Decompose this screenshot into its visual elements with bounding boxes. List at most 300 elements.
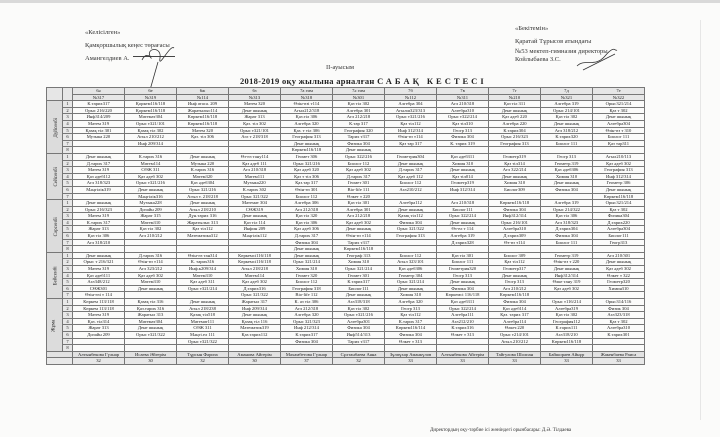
lesson-cell: Қаз әдеб311 xyxy=(437,153,489,160)
lesson-cell: Алгебра 220 xyxy=(489,120,541,127)
page-edge xyxy=(700,20,701,420)
lesson-cell: Биолог 112 xyxy=(281,279,333,286)
lesson-row xyxy=(47,193,645,200)
lesson-cell: СӨЖ319 xyxy=(229,206,281,213)
class-teacher-name: Байшораев Айнұр xyxy=(541,351,593,358)
lesson-cell xyxy=(125,345,177,352)
lesson-cell: Көркемсі116/118 xyxy=(229,259,281,266)
lesson-cell: Өз-ел т 114 xyxy=(437,226,489,233)
lesson-cell: Алгебра319 xyxy=(541,305,593,312)
corner-cell xyxy=(47,88,63,101)
lesson-cell: Геометр317 xyxy=(489,266,541,273)
lesson-cell: Биолог 112 xyxy=(385,180,437,187)
lesson-cell xyxy=(385,239,437,246)
lesson-cell: Д.тарих304 xyxy=(541,226,593,233)
lesson-cell: Орыс 321/216 xyxy=(281,160,333,167)
lesson-cell: Орыс 322/216 xyxy=(333,153,385,160)
signature-right-icon xyxy=(575,48,620,73)
lesson-cell: Биолог 111 xyxy=(541,239,593,246)
lesson-cell xyxy=(385,345,437,352)
lesson-cell: Матем 319 xyxy=(73,120,125,127)
lesson-cell xyxy=(489,147,541,154)
lesson-cell: Агыл212/318 xyxy=(281,107,333,114)
lesson-cell: Матем 319 xyxy=(73,312,125,319)
lesson-cell: Матем320 xyxy=(177,173,229,180)
lesson-cell: Дене шынық xyxy=(593,186,645,193)
class-teacher-name: Жакенбаева Раиса xyxy=(593,351,645,358)
lesson-cell xyxy=(177,147,229,154)
lesson-cell: Алгебра111 xyxy=(437,312,489,319)
lesson-cell: Алгебра 319 xyxy=(541,101,593,108)
class-name-header: 7г xyxy=(489,88,541,95)
lesson-cell xyxy=(541,246,593,253)
lesson-cell: Физика 304 xyxy=(489,299,541,306)
lesson-cell: Өз-өз т114 xyxy=(489,239,541,246)
lesson-cell: Д.тарих316 xyxy=(229,285,281,292)
weekly-hours: 33 xyxy=(489,358,541,365)
lesson-cell xyxy=(125,147,177,154)
lesson-row xyxy=(47,233,645,240)
hours-row-label xyxy=(47,358,73,365)
lesson-cell: Геометр319 xyxy=(437,180,489,187)
lesson-cell: Өлкет т 220 xyxy=(333,193,385,200)
lesson-row xyxy=(47,338,645,345)
lesson-cell: Биолог111 xyxy=(333,285,385,292)
lesson-cell: Қаз әдеб306 xyxy=(385,266,437,273)
lesson-cell: Қаз тіл112 xyxy=(489,259,541,266)
day-name: Сейсенбі xyxy=(53,167,59,187)
lesson-cell: Мәңгілік319 xyxy=(73,186,125,193)
lesson-cell: Алгебра 301 xyxy=(333,107,385,114)
lesson-cell: Дене шынық xyxy=(333,147,385,154)
lesson-cell: Орыс т321/101 xyxy=(229,127,281,134)
lesson-number: 7 xyxy=(63,239,73,246)
lesson-cell: Жарат 315 xyxy=(125,213,177,220)
lesson-cell: Агл 323/212 xyxy=(125,266,177,273)
lesson-number: 2 xyxy=(63,259,73,266)
lesson-cell: СӨЖ301 xyxy=(73,285,125,292)
lesson-cell: Жарат 313 xyxy=(229,114,281,121)
lesson-cell: Инф 209/314 xyxy=(125,140,177,147)
lesson-cell: Қаз әдеб 302 xyxy=(125,272,177,279)
lesson-cell xyxy=(177,246,229,253)
lesson-cell: Инфин 209 xyxy=(229,226,281,233)
lesson-cell: Қаз әдеб 306 xyxy=(281,226,333,233)
lesson-cell: СӨЖ 311 xyxy=(125,167,177,174)
approval-signer: Амангелдиев А. xyxy=(85,55,130,62)
lesson-cell: Инф 312/314 xyxy=(385,127,437,134)
lesson-cell: Геогр 313 xyxy=(385,305,437,312)
lesson-cell: Инф 312/314 xyxy=(593,173,645,180)
lesson-cell: Д.тарих 317 xyxy=(73,160,125,167)
lesson-cell xyxy=(229,338,281,345)
schedule-table xyxy=(46,87,645,365)
lesson-cell: Геометр 304 xyxy=(385,272,437,279)
lesson-cell: Матем310 xyxy=(125,219,177,226)
lesson-cell: К.тарих 316 xyxy=(125,153,177,160)
lesson-number: 6 xyxy=(63,331,73,338)
weekly-hours: 30 xyxy=(229,358,281,365)
lesson-cell: Дене шынық xyxy=(385,160,437,167)
lesson-cell: Қоркем116/118 xyxy=(125,101,177,108)
lesson-cell: Дене шынық xyxy=(73,153,125,160)
lesson-cell: Агл 212/218 xyxy=(333,114,385,121)
class-room-header: №114 xyxy=(177,94,229,101)
title-main: САБАҚ КЕСТЕСІ xyxy=(377,76,487,86)
lesson-cell: Орыс 321/216 xyxy=(177,186,229,193)
lesson-cell: Биолог 111 xyxy=(437,259,489,266)
lesson-cell xyxy=(385,147,437,154)
day-label-cell xyxy=(47,299,63,352)
lesson-cell: Қаз. тарих 317 xyxy=(489,312,541,319)
lesson-cell: Инф атаса. 209 xyxy=(177,101,229,108)
lesson-cell xyxy=(229,345,281,352)
class-name-header: 7а гим xyxy=(281,88,333,95)
lesson-cell: Алгебра112 xyxy=(385,200,437,207)
lesson-cell: СӨЖ 311 xyxy=(177,325,229,332)
lesson-cell: Агл 210/212 xyxy=(125,233,177,240)
lesson-cell: Математ111 xyxy=(177,318,229,325)
lesson-cell: Физик 304 xyxy=(593,305,645,312)
lesson-cell: Өзін-өз т114 xyxy=(125,259,177,266)
lesson-cell: Физика 304 xyxy=(385,219,437,226)
lesson-cell: Дене шынық xyxy=(593,114,645,121)
weekly-hours: 33 xyxy=(593,358,645,365)
lesson-cell: Географ 313 xyxy=(333,252,385,259)
lesson-cell: Өзін-өз т 220 xyxy=(541,259,593,266)
lesson-cell: Жаратыл 317 xyxy=(229,299,281,306)
lesson-row xyxy=(47,239,645,246)
lesson-number: 6 xyxy=(63,186,73,193)
signature-left-icon xyxy=(140,42,180,92)
lesson-number: 1 xyxy=(63,252,73,259)
lesson-cell: Жарат 313 xyxy=(73,325,125,332)
lesson-cell: Көркем116/118 xyxy=(541,338,593,345)
page-title xyxy=(240,76,487,86)
lesson-cell: Биолог 111 xyxy=(593,134,645,141)
lesson-cell: Қаз. тіл 302 xyxy=(229,120,281,127)
lesson-cell: Қаз тіл310 xyxy=(437,120,489,127)
lesson-cell: Физика 304 xyxy=(385,331,437,338)
lesson-cell: Химия310 xyxy=(593,285,645,292)
lesson-cell: Дене шынық xyxy=(385,285,437,292)
lesson-cell xyxy=(437,193,489,200)
lesson-cell: Өлке тану 319 xyxy=(541,279,593,286)
lesson-cell: Көркем116/118 xyxy=(333,246,385,253)
lesson-number: 1 xyxy=(63,153,73,160)
lesson-cell: Орыс314/116 xyxy=(593,299,645,306)
lesson-row xyxy=(47,292,645,299)
lesson-cell: Алгебра 319 xyxy=(437,233,489,240)
lesson-cell: Алгебра 304 xyxy=(385,101,437,108)
lesson-cell: Агл 210/212 xyxy=(489,285,541,292)
lesson-cell: Дизайн 209 xyxy=(73,331,125,338)
lesson-row xyxy=(47,101,645,108)
lesson-cell: Алгебра310 xyxy=(489,226,541,233)
class-name-header: 7д xyxy=(541,88,593,95)
lesson-cell: Орыс т321/322 xyxy=(177,338,229,345)
lesson-cell xyxy=(385,246,437,253)
lesson-cell: Мәңгі.ел 111 xyxy=(177,331,229,338)
lesson-cell: Қаз.тіл 306 xyxy=(281,114,333,121)
lesson-number: 7 xyxy=(63,193,73,200)
lesson-cell: Алгебра304 xyxy=(593,120,645,127)
lesson-cell: Қаз.тарих112 xyxy=(229,331,281,338)
lesson-number: 4 xyxy=(63,318,73,325)
lesson-cell: Агыл 210/212 xyxy=(125,134,177,141)
lesson-number: 4 xyxy=(63,120,73,127)
lesson-cell: Матем 319 xyxy=(73,167,125,174)
lesson-cell: Қаз т тіл 306 xyxy=(281,173,333,180)
lesson-cell: Өзін-өзі т 114 xyxy=(73,292,125,299)
lesson-cell xyxy=(125,292,177,299)
lesson-cell: Өзін-өз 301 xyxy=(281,186,333,193)
lesson-row xyxy=(47,266,645,273)
lesson-cell: Геомет 320 xyxy=(281,272,333,279)
lesson-cell: Матем 320 xyxy=(229,101,281,108)
lesson-cell: Көркем116/118 xyxy=(593,193,645,200)
lesson-cell: Қаз тіл 302 xyxy=(333,101,385,108)
lesson-cell: К.тарих320 xyxy=(541,134,593,141)
lesson-cell: Дене шынық xyxy=(333,226,385,233)
lesson-cell: Математ 304 xyxy=(229,200,281,207)
lesson-cell xyxy=(177,239,229,246)
lesson-row xyxy=(47,206,645,213)
lesson-cell: Матем 319 xyxy=(73,266,125,273)
lesson-cell: Орыс т214/101 xyxy=(489,331,541,338)
lesson-cell: Өзін-өз т 310 xyxy=(593,127,645,134)
lesson-cell: Қаз тар311 xyxy=(593,140,645,147)
lesson-row xyxy=(47,147,645,154)
lesson-cell: Биолог111 xyxy=(437,206,489,213)
lesson-number: 6 xyxy=(63,134,73,141)
lesson-cell: Қаз т 302 xyxy=(593,107,645,114)
lesson-cell: Орыс т116/214 xyxy=(541,299,593,306)
lesson-cell: Дене шынық xyxy=(541,180,593,187)
lesson-cell: Қаз әдеб112 xyxy=(73,173,125,180)
lesson-cell: Геогр 313 xyxy=(437,127,489,134)
lesson-cell: Жаратыл 313 xyxy=(125,312,177,319)
lesson-row xyxy=(47,160,645,167)
scan-edge xyxy=(0,0,720,3)
lesson-cell: Дене шынық xyxy=(125,285,177,292)
lesson-cell: Агыл т. 218/218 xyxy=(177,193,229,200)
lesson-number: 1 xyxy=(63,200,73,207)
class-teacher-name: Алтынбекова Гүлнар xyxy=(73,351,125,358)
lesson-row xyxy=(47,120,645,127)
lesson-cell: Математика312 xyxy=(177,233,229,240)
lesson-cell xyxy=(229,140,281,147)
lesson-cell xyxy=(73,345,125,352)
lesson-cell: Агл 210/301 xyxy=(593,252,645,259)
lesson-cell: К. аз тіл 306 xyxy=(281,299,333,306)
lesson-cell: Агл 212/218 xyxy=(333,213,385,220)
lesson-cell: Геометр 306 xyxy=(593,180,645,187)
lesson-cell: Орыс т321/216 xyxy=(333,312,385,319)
lesson-cell: Орыс 216/323 xyxy=(73,206,125,213)
room-header-row xyxy=(47,94,645,101)
lesson-cell: К.тарих317 xyxy=(73,101,125,108)
lesson-cell: Агл318/318 xyxy=(333,299,385,306)
lesson-cell: Өлкет т 313 xyxy=(385,338,437,345)
lesson-cell: Агл 210/318 xyxy=(437,101,489,108)
lesson-row xyxy=(47,246,645,253)
lesson-cell: Қаз тіл014 xyxy=(437,173,489,180)
lesson-cell: География 313 xyxy=(593,167,645,174)
class-name-header: 7б xyxy=(385,88,437,95)
lesson-cell: К.тарих316 xyxy=(437,325,489,332)
shift-label: II-ауысым xyxy=(326,64,355,71)
lesson-cell: Орыс т322/214 xyxy=(437,114,489,121)
lesson-cell: Қазақ тіл 301 xyxy=(73,127,125,134)
lesson-cell: Өз-өз тану114 xyxy=(229,153,281,160)
class-room-header: №210 xyxy=(489,94,541,101)
lesson-cell: Матем114 xyxy=(125,160,177,167)
lesson-cell: География 313 xyxy=(385,233,437,240)
lesson-cell: Химия 310 xyxy=(333,259,385,266)
lesson-cell: Қаз әдеб 302 xyxy=(125,173,177,180)
lesson-cell: Қаз әдеб304 xyxy=(177,180,229,187)
lesson-cell: Дене шынық xyxy=(281,140,333,147)
lesson-cell: Математ304 xyxy=(125,114,177,121)
class-teacher-name: Алтынбекова Айгерім xyxy=(437,351,489,358)
lesson-cell: Қаз тіл 302 xyxy=(541,312,593,319)
lesson-cell: Көркемсі 116/118 xyxy=(437,292,489,299)
lesson-cell: Көркемсі116/118 xyxy=(229,252,281,259)
lesson-cell: Қаз. т тіл 306 xyxy=(281,127,333,134)
lesson-cell: Қазақ тіл518 xyxy=(177,312,229,319)
lesson-cell: Қаз әдеб 311 xyxy=(177,279,229,286)
lesson-cell: Инф 312/314 xyxy=(437,186,489,193)
lesson-cell xyxy=(125,246,177,253)
lesson-cell: Қазақ тіл 302 xyxy=(125,127,177,134)
lesson-cell: Орыс321/214 xyxy=(593,200,645,207)
lesson-cell: Дене шынық xyxy=(385,206,437,213)
lesson-row xyxy=(47,252,645,259)
lesson-cell: Матем310 xyxy=(125,279,177,286)
class-room-header: №322 xyxy=(593,94,645,101)
lesson-row xyxy=(47,279,645,286)
lesson-cell: Орыс 321/322 xyxy=(229,193,281,200)
lesson-cell: Қаз әдеб 302 xyxy=(229,279,281,286)
lesson-cell: Қаз тіл112 xyxy=(385,312,437,319)
class-room-header: №313 xyxy=(229,94,281,101)
day-label-cell xyxy=(47,252,63,298)
lesson-cell xyxy=(541,345,593,352)
approve-school: Қаратай Тұрысов атындағы xyxy=(515,38,592,45)
lesson-cell: Дене шынық xyxy=(177,153,229,160)
lesson-cell: Дене шынық xyxy=(489,173,541,180)
lesson-number: 2 xyxy=(63,206,73,213)
lesson-number: 3 xyxy=(63,213,73,220)
weekly-hours: 32 xyxy=(333,358,385,365)
lesson-cell: Қаз тіл 306 xyxy=(281,219,333,226)
lesson-cell: Химия 310 xyxy=(489,180,541,187)
lesson-cell: Орыс 321/214 xyxy=(281,259,333,266)
class-teacher-name: Тұрсын Фариза xyxy=(177,351,229,358)
lesson-cell: Қаз тіл 302 xyxy=(333,305,385,312)
lesson-cell xyxy=(229,147,281,154)
lesson-cell: Алгебра310 xyxy=(437,107,489,114)
lesson-cell: Дене шынық xyxy=(229,312,281,319)
lesson-cell xyxy=(541,292,593,299)
lesson-row xyxy=(47,200,645,207)
lesson-cell: Алгебра 319 xyxy=(541,200,593,207)
lesson-cell: Мәңгілік112 xyxy=(229,233,281,240)
lesson-cell: Орыс 216/220 xyxy=(73,107,125,114)
lesson-cell: Агл 212/318 xyxy=(281,206,333,213)
lesson-cell: Орыс 321/323 xyxy=(281,318,333,325)
lesson-cell: Қаз әдеб 302 xyxy=(333,219,385,226)
lesson-number: 5 xyxy=(63,279,73,286)
approve-signer: Койлыбаева З.С. xyxy=(515,56,561,63)
lesson-cell: Агл т 218/318 xyxy=(229,134,281,141)
lesson-number: 6 xyxy=(63,285,73,292)
lesson-row xyxy=(47,134,645,141)
lesson-cell: Д.тарих220 xyxy=(593,219,645,226)
lesson-cell: Математ304 xyxy=(125,318,177,325)
lesson-cell: Агл 318/323 xyxy=(541,219,593,226)
lesson-cell: Геогр 313 xyxy=(489,279,541,286)
lesson-cell xyxy=(125,239,177,246)
lesson-cell xyxy=(593,338,645,345)
lesson-cell: Қаз тіл 301 xyxy=(333,200,385,207)
weekly-hours: 32 xyxy=(177,358,229,365)
teacher-row xyxy=(47,351,645,358)
lesson-cell: К.тарих301 xyxy=(593,331,645,338)
lesson-cell: Агл 210/318 xyxy=(437,200,489,207)
lesson-cell: Дене шынық xyxy=(125,186,177,193)
lesson-cell: Агл 322/214 xyxy=(489,167,541,174)
lesson-cell: Агл212/210 xyxy=(437,318,489,325)
lesson-cell: Биолог309 xyxy=(489,186,541,193)
lesson-cell: Көркем116/118 xyxy=(281,147,333,154)
lesson-row xyxy=(47,219,645,226)
lesson-cell xyxy=(73,338,125,345)
lesson-cell xyxy=(593,345,645,352)
lesson-cell: Алгебра310 xyxy=(593,325,645,332)
lesson-cell xyxy=(437,338,489,345)
lesson-cell xyxy=(437,147,489,154)
lesson-cell: Д.тарих 316 xyxy=(125,252,177,259)
lesson-row xyxy=(47,312,645,319)
lesson-cell: Биолог 112 xyxy=(385,252,437,259)
corner-cell xyxy=(63,88,73,101)
weekly-hours: 37 xyxy=(281,358,333,365)
lesson-cell: Биолог 111 xyxy=(541,140,593,147)
lesson-cell: Қаз. тіл314 xyxy=(73,318,125,325)
lesson-cell: Өзін-өзі т114 xyxy=(281,101,333,108)
lesson-cell: Инф314/209 xyxy=(73,114,125,121)
class-name-header: 6е xyxy=(125,88,177,95)
class-name-header: 6ж xyxy=(177,88,229,95)
lesson-cell: Дене шынық xyxy=(437,167,489,174)
lesson-cell: Алгебра 306 xyxy=(281,200,333,207)
lesson-cell: Bio-life 112 xyxy=(281,292,333,299)
lesson-row xyxy=(47,127,645,134)
lesson-cell: Матем111 xyxy=(229,173,281,180)
lesson-cell: К.тар 317 xyxy=(333,120,385,127)
lesson-cell: Қаз әдеб 112 xyxy=(385,173,437,180)
class-header-row xyxy=(47,88,645,95)
lesson-cell: К.тарих 316 xyxy=(177,167,229,174)
lesson-cell: Алгебра 320 xyxy=(281,312,333,319)
lesson-cell: Қаз тіл112 xyxy=(177,226,229,233)
lesson-cell: Матем114 xyxy=(229,272,281,279)
title-prefix: 2018-2019 оқу жылына арналған xyxy=(240,76,375,86)
lesson-cell xyxy=(593,292,645,299)
lesson-cell: Агыл 218/238 xyxy=(177,305,229,312)
